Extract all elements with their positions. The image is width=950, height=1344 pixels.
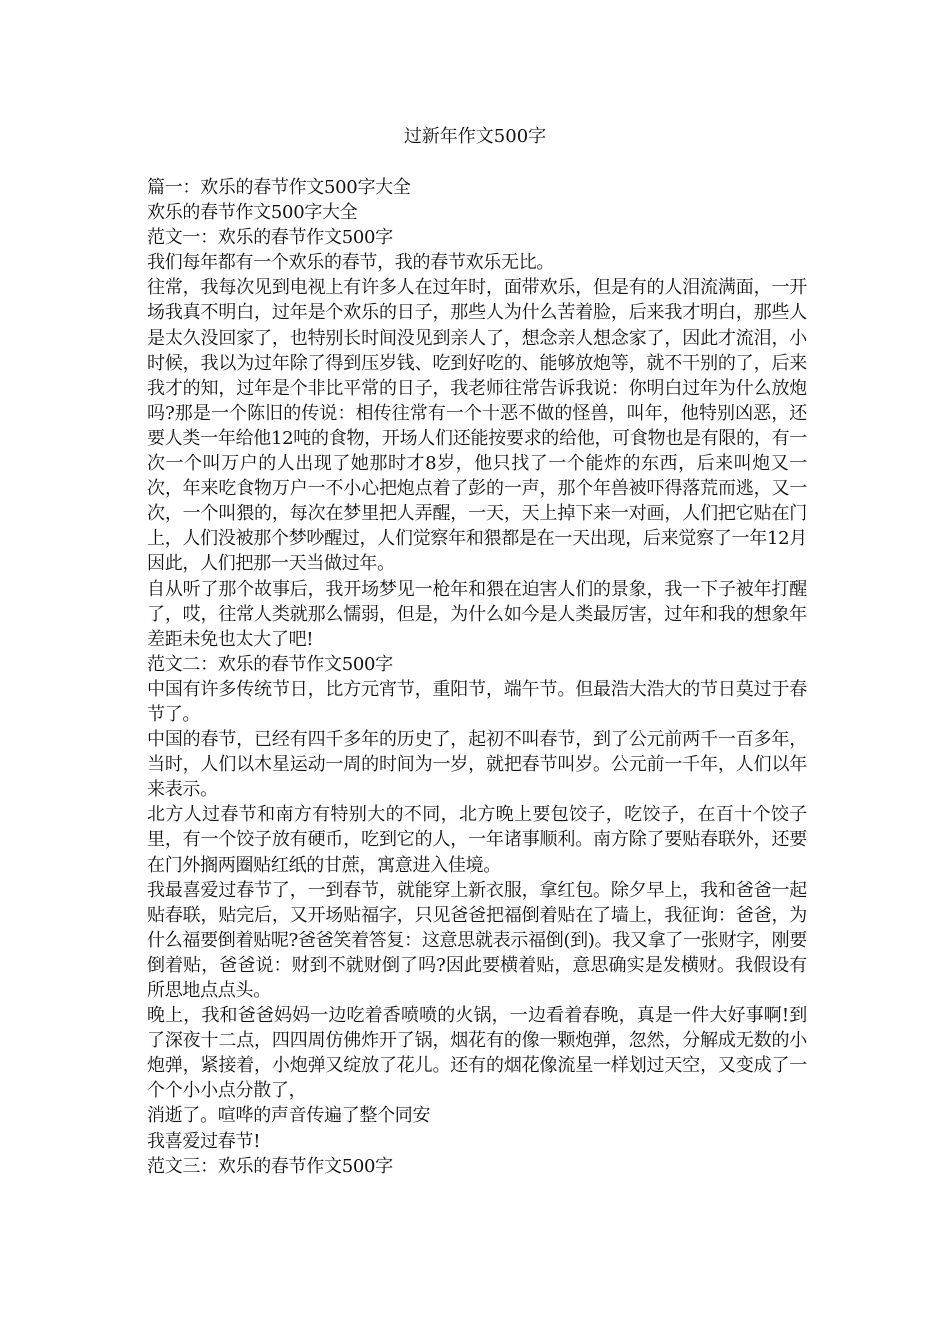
paragraph: 我们每年都有一个欢乐的春节，我的春节欢乐无比。 (147, 252, 555, 274)
paragraph: 中国的春节，已经有四千多年的历史了，起初不叫春节，到了公元前两千一百多年，当时，人们以木星运动一周的时间为一岁，就把春节叫岁。公元前一千年，人们以年来表示。 (147, 729, 807, 801)
heading-sample-two: 范文二：欢乐的春节作文500字 (147, 653, 393, 675)
paragraph: 晚上，我和爸爸妈妈一边吃着香喷喷的火锅，一边看着春晚，真是一件大好事啊!到了深夜十二点，四四周仿佛炸开了锅，烟花有的像一颗炮弹，忽然，分解成无数的小炮弹，紧接着，小炮弹又绽放了花儿。还有的烟花像流星一样划过天空，又变成了一个个小小点分散了， (147, 1005, 807, 1102)
paragraph: 我喜爱过春节! (147, 1130, 261, 1152)
paragraph: 自从听了那个故事后，我开场梦见一枪年和猥在迫害人们的景象，我一下子被年打醒了，哎，往常人类就那么懦弱，但是，为什么如今是人类最厉害，过年和我的想象年差距未免也太大了吧! (147, 578, 807, 650)
paragraph: 往常，我每次见到电视上有许多人在过年时，面带欢乐，但是有的人泪流满面，一开场我真不明白，过年是个欢乐的日子，那些人为什么苦着脸，后来我才明白，那些人是太久没回家了，也特别长时间没见到亲人了，想念亲人想念家了，因此才流泪，小时候，我以为过年除了得到压岁钱、吃到好吃的、能够放炮等，就不干别的了，后来我才的知，过年是个非比平常的日子，我老师往常告诉我说：你明白过年为什么放炮吗?那是一个陈旧的传说：相传往常有一个十恶不做的怪兽，叫年，他特别凶恶，还要人类一年给他12吨的食物，开场人们还能按要求的给他，可食物也是有限的，有一次一个叫万户的人出现了她那时才8岁，他只找了一个能炸的东西，后来叫炮又一次，年来吃食物万户一不小心把炮点着了彭的一声，那个年兽被吓得落荒而逃，又一次，一个叫猥的，每次在梦里把人弄醒，一天，天上掉下来一对画，人们把它贴在门上，人们没被那个梦吵醒过，人们觉察年和猥都是在一天出现，后来觉察了一年12月因此，人们把那一天当做过年。 (147, 277, 807, 575)
paragraph: 中国有许多传统节日，比方元宵节，重阳节，端午节。但最浩大浩大的节日莫过于春节了。 (147, 678, 807, 725)
heading-sample-one: 范文一：欢乐的春节作文500字 (147, 227, 393, 249)
heading-part-one: 篇一：欢乐的春节作文500字大全 (147, 177, 411, 198)
paragraph: 消逝了。喧哗的声音传遍了整个同安 (147, 1105, 431, 1127)
document-title: 过新年作文500字 (403, 126, 547, 147)
heading-sample-three: 范文三：欢乐的春节作文500字 (147, 1155, 393, 1177)
paragraph: 我最喜爱过春节了，一到春节，就能穿上新衣服，拿红包。除夕早上，我和爸爸一起贴春联，贴完后，又开场贴福字，只见爸爸把福倒着贴在了墙上，我征询：爸爸，为什么福要倒着贴呢?爸爸笑着答复：这意思就表示福倒(到)。我又拿了一张财字，刚要倒着贴，爸爸说：财到不就财倒了吗?因此要横着贴，意思确实是发横财。我假设有所思地点点头。 (147, 879, 807, 1001)
document-body (147, 175, 807, 1179)
paragraph: 北方人过春节和南方有特别大的不同，北方晚上要包饺子，吃饺子，在百十个饺子里，有一个饺子放有硬币，吃到它的人，一年诸事顺利。南方除了要贴春联外，还要在门外搁两圈贴红纸的甘蔗，寓意进入佳境。 (147, 804, 807, 876)
subheading-collection: 欢乐的春节作文500字大全 (147, 202, 358, 224)
